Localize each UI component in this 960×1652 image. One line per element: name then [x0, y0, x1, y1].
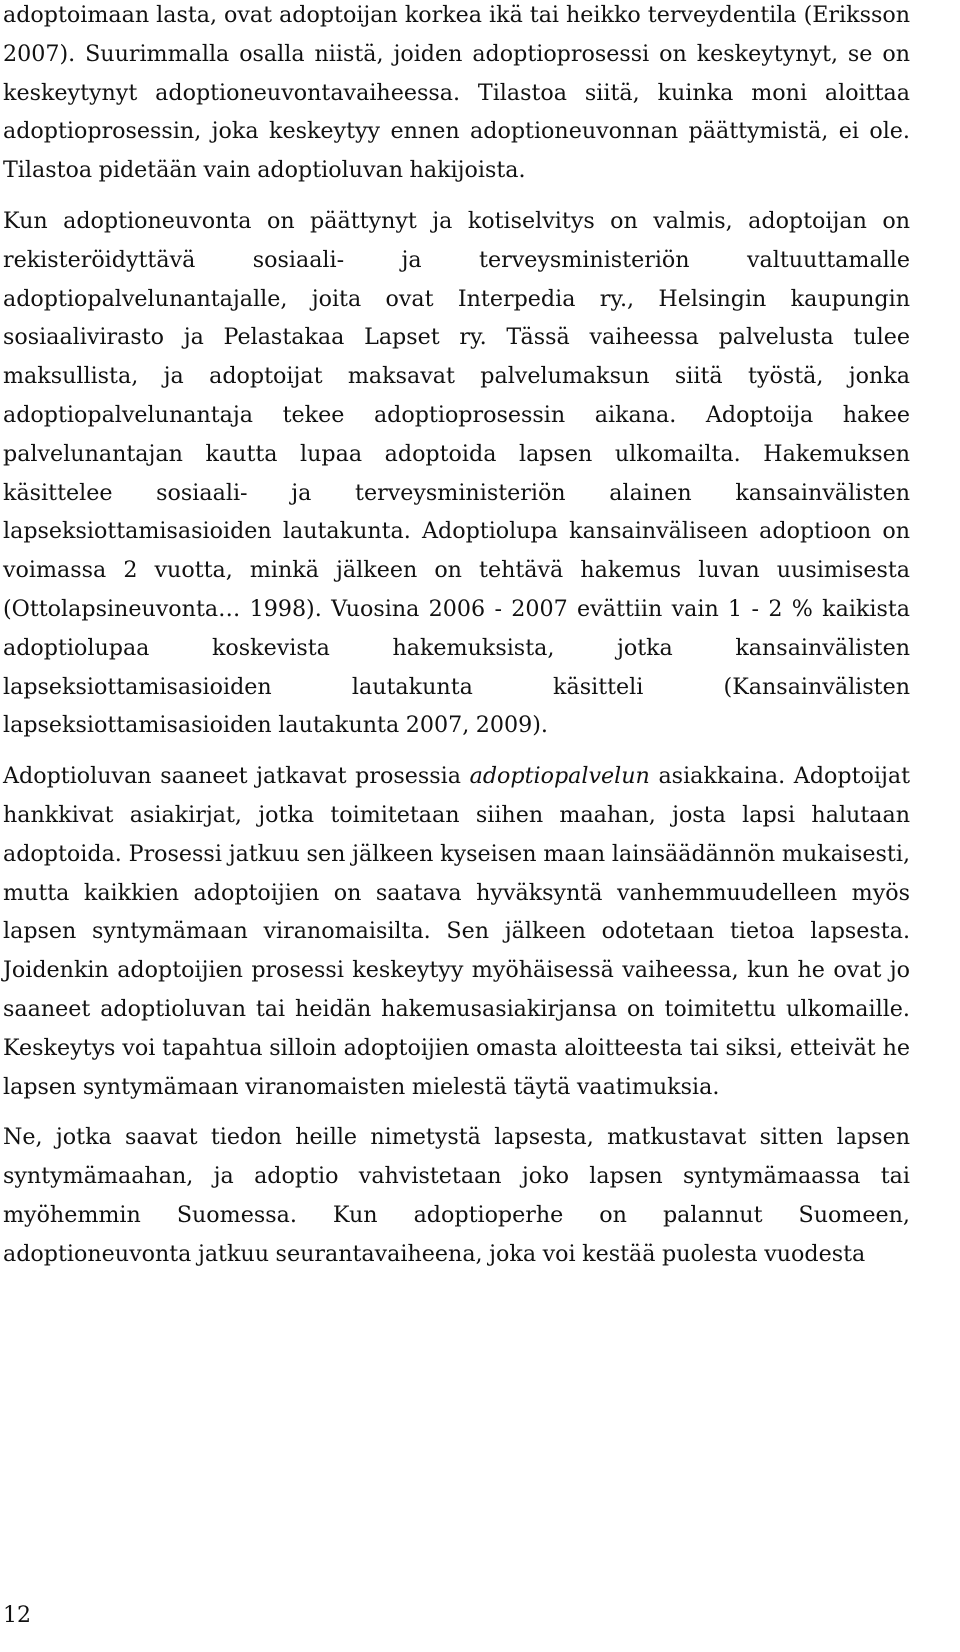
paragraph-adoption-registration: Kun adoptioneuvonta on päättynyt ja kotiselvitys on valmis, adoptoijan on rekisteröidyttävä sosiaali- ja terveysministeriön valtuuttamalle adoptiopalvelunantajalle, joita ovat Interpedia ry., Helsingin kaupungin sosiaalivirasto ja Pelastakaa Lapset ry. Tässä vaiheessa palvelusta tulee maksullista, ja adoptoijat maksavat palvelumaksun siitä työstä, jonka adoptiopalvelunantaja tekee adoptioprosessin aikana. Adoptoija hakee palvelunantajan kautta lupaa adoptoida lapsen ulkomailta. Hakemuksen käsittelee sosiaali- ja terveysministeriön alainen kansainvälisten lapseksiottamisasioiden lautakunta. Adoptiolupa kansainväliseen adoptioon on voimassa 2 vuotta, minkä jälkeen on tehtävä hakemus luvan uusimisesta (Ottolapsineuvonta… 1998). Vuosina 2006 - 2007 evättiin vain 1 - 2 % kaikista adoptiolupaa koskevista hakemuksista, jotka kansainvälisten lapseksiottamisasioiden lautakunta käsitteli (Kansainvälisten lapseksiottamisasioiden lautakunta 2007, 2009).: [3, 207, 910, 739]
paragraph-child-assignment: Ne, jotka saavat tiedon heille nimetystä lapsesta, matkustavat sitten lapsen syntymämaahan, ja adoptio vahvistetaan joko lapsen syntymämaassa tai myöhemmin Suomessa. Kun adoptioperhe on palannut Suomeen, adoptioneuvonta jatkuu seurantavaiheena, joka voi kestää puolesta vuodesta: [3, 1124, 910, 1267]
paragraph-text-after-emphasis: asiakkaina. Adoptoijat hankkivat asiakirjat, jotka toimitetaan siihen maahan, josta lapsi halutaan adoptoida. Prosessi jatkuu sen jälkeen kyseisen maan lainsäädännön mukaisesti, mutta kaikkien adoptoijien on saatava hyväksyntä vanhemmuudelleen myös lapsen syntymämaan viranomaisilta. Sen jälkeen odotetaan tietoa lapsesta. Joidenkin adoptoijien prosessi keskeytyy myöhäisessä vaiheessa, kun he ovat jo saaneet adoptioluvan tai heidän hakemusasiakirjansa on toimitettu ulkomaille. Keskeytys voi tapahtua silloin adoptoijien omasta aloitteesta tai siksi, etteivät he lapsen syntymämaan viranomaisten mielestä täytä vaatimuksia.: [3, 763, 910, 1100]
paragraph-adoption-interruptions: adoptoimaan lasta, ovat adoptoijan korkea ikä tai heikko terveydentila (Eriksson 2007). Suurimmalla osalla niistä, joiden adoptioprosessi on keskeytynyt, se on keskeytynyt adoptioneuvontavaiheessa. Tilastoa siitä, kuinka moni aloittaa adoptioprosessin, joka keskeytyy ennen adoptioneuvonnan päättymistä, ei ole. Tilastoa pidetään vain adoptioluvan hakijoista.: [3, 2, 910, 184]
paragraph-text-before-emphasis: Adoptioluvan saaneet jatkavat prosessia: [3, 763, 470, 790]
paragraph-adoption-license-holders: [3, 757, 910, 1106]
page-number: 12: [3, 1603, 31, 1628]
document-page: [3, 0, 910, 1274]
emphasized-term: adoptiopalvelun: [469, 763, 650, 790]
